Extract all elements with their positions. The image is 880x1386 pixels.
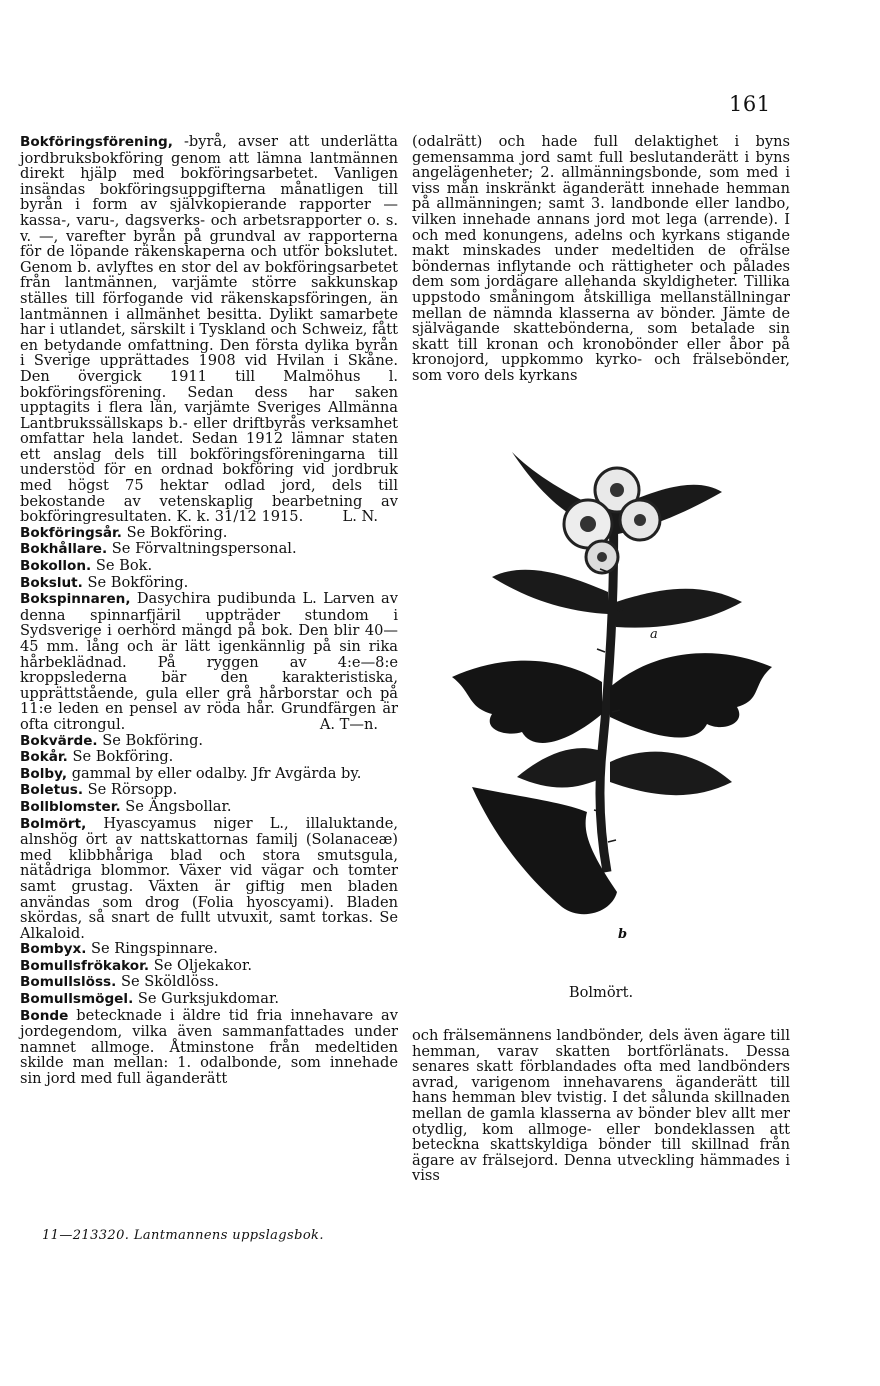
right-column-bottom [412, 1028, 790, 1184]
henbane-plant-drawing [412, 452, 790, 982]
entry [20, 766, 398, 783]
entry-text: gammal by eller odalby. Jfr Avgärda by. [67, 764, 362, 782]
entry-headword: Bokhållare. [20, 541, 108, 558]
entry-text: Se Bokföring. [121, 523, 228, 541]
entry [20, 816, 398, 942]
entry [20, 974, 398, 991]
paragraph: och frälsemännens landbönder, dels även ägare till hemman, varav skatten bortförlänats. Dessa senares skatt förblandades ofta med landbönders avrad, varigenom innehavarens äganderätt till hans hemman blev tvistig. I det sålunda skillnaden mellan de gamla klasserna av bönder blev allt mer otydlig, kom allmoge- eller bondeklassen att beteckna skattskyldiga bönder till skillnad från ägare av frälsejord. Denna utveckling hämmades i viss [412, 1027, 790, 1185]
entry [20, 134, 398, 525]
entry-headword: Bokslut. [20, 574, 83, 591]
figure-caption: Bolmört. [568, 984, 634, 1001]
entry [20, 1008, 398, 1087]
figure-label-b: b [618, 927, 628, 942]
entry-headword: Bolby, [20, 765, 68, 782]
entry [20, 525, 398, 542]
entry-headword: Bokföringsförening, [20, 134, 173, 150]
entry-text: Se Förvaltningspersonal. [107, 540, 297, 558]
entry-text: Se Ringspinnare. [86, 940, 218, 958]
entry-text: betecknade i äldre tid fria innehavare av jordegendom, vilka även sammanfattades under namnet allmoge. Åtminstone från medeltiden skilde man mellan: 1. odalbonde, som innehade sin jord med full äganderätt [20, 1006, 398, 1088]
entry-text: Se Bokföring. [97, 731, 204, 749]
entry-text: Se Ängsbollar. [120, 797, 232, 815]
entry-headword: Bonde [20, 1007, 69, 1024]
entry-headword: Bokföringsår. [20, 524, 122, 541]
entry-text: Se Bokföring. [67, 748, 174, 766]
entry [20, 799, 398, 816]
entry-text: -byrå, avser att underlätta jordbruksbokföring genom att lämna lantmännen direkt hjälp med bokföringsarbetet. Vanligen insändas bokföringsuppgifterna månatligen till byrån i form av självkopierande rapporter — kassa-, varu-, dagsverks- och arbetsrapporter o. s. v. —, varefter byrån på grundval av rapporterna för de löpande räkenskaperna och utför bokslutet. Genom b. avlyftes en stor del av bokföringsarbetet från lantmännen, varjämte större sakkunskap ställes till förfogande vid räkenskapsföringen, än lantmännen i allmänhet besitta. Dylikt samarbete har i utlandet, särskilt i Tyskland och Schweiz, fått en betydande omfattning. Den första dylika byrån i Sverige upprättades 1908 vid Hvilan i Skåne. Den övergick 1911 till Malmöhus l. bokföringsförening. Sedan dess har saken upptagits i flera län, varjämte Sveriges Allmänna Lantbrukssällskaps b.- eller driftbyrås verksamhet omfattar hela landet. Sedan 1912 lämnar staten ett anslag dels till bokföringsföreningarna till understöd för en ordnad bokföring vid jordbruk med högst 75 hektar odlad jord, dels till bekostande av vetenskaplig bearbetning av bokföringresultaten. K. k. 31/12 1915. [20, 133, 398, 526]
entry [20, 558, 398, 575]
entry-text: Se Oljekakor. [149, 956, 252, 974]
bolmort-illustration [412, 452, 790, 1012]
right-column-top [412, 134, 790, 384]
entry-headword: Bomullsmögel. [20, 991, 134, 1008]
entry [20, 749, 398, 766]
entry [20, 941, 398, 958]
page-number: 161 [729, 92, 771, 116]
entry-headword: Bokollon. [20, 558, 92, 575]
figure-label-a: a [650, 627, 658, 642]
entry-text: Se Gurksjukdomar. [133, 990, 279, 1008]
entry-headword: Bomullslöss. [20, 974, 117, 991]
entry [20, 958, 398, 975]
entry-text: Se Rörsopp. [83, 781, 178, 799]
entry-text: Hyascyamus niger L., illaluktande, alnshög ört av nattskattornas familj (Solanaceæ) med klibbhåriga blad och stora smutsgula, nätådriga blommor. Växer vid vägar och tomter samt grustag. Växten är giftig men bladen användas som drog (Folia hyoscyami). Bladen skördas, så snart de fullt utvuxit, samt torkas. Se Alkaloid. [20, 814, 398, 942]
entry-headword: Bokvärde. [20, 732, 98, 749]
left-column [20, 134, 398, 1087]
entry [20, 782, 398, 799]
page-footer: 11—213320. Lantmannens uppslagsbok. [42, 1228, 324, 1243]
entry-headword: Boletus. [20, 782, 84, 799]
entry-text: Dasychira pudibunda L. Larven av denna spinnarfjäril uppträder stundom i Sydsverige i oerhörd mängd på bok. Den blir 40—45 mm. lång och är lätt igenkännlig på sin rika hårbeklädnad. På ryggen av 4:e—8:e kroppslederna bär den karakteristiska, upprättstående, gula eller grå hårborstar och på 11:e leden en pensel av röda hår. Grundfärgen är ofta citrongul. [20, 590, 398, 733]
entry-headword: Bokspinnaren, [20, 591, 131, 608]
entry [20, 991, 398, 1008]
entry [20, 591, 398, 732]
entry-text: Se Sköldlöss. [116, 973, 219, 991]
entry-headword: Bomullsfrökakor. [20, 957, 150, 974]
entry-text: Se Bokföring. [82, 573, 189, 591]
entry-headword: Bolmört, [20, 815, 87, 832]
entry-headword: Bombyx. [20, 941, 87, 958]
entry-signature: L. N. [342, 508, 378, 526]
entry [20, 541, 398, 558]
entry-headword: Bokår. [20, 749, 68, 766]
entry-signature: A. T—n. [319, 715, 378, 733]
entry-text: Se Bok. [91, 557, 153, 575]
entry [20, 733, 398, 750]
entry-headword: Bollblomster. [20, 798, 121, 815]
entry [20, 575, 398, 592]
paragraph: (odalrätt) och hade full delaktighet i byns gemensamma jord samt full beslutanderätt i byns angelägenheter; 2. allmänningsbonde, som med i viss mån inskränkt äganderätt innehade hemman på allmänningen; samt 3. landbonde eller landbo, vilken innehade annans jord mot lega (arrende). I och med konungens, adelns och kyrkans stigande makt minskades under medeltiden de ofrälse böndernas inflytande och rättigheter och pålades dem som jordägare allehanda skyldigheter. Tillika uppstodo småningom åtskilliga mellanställningar mellan de nämnda klasserna av bönder. Jämte de självägande skattebönderna, som betalade sin skatt till kronan och kronobönder eller åbor på kronojord, uppkommo kyrko- och frälsebönder, som voro dels kyrkans [412, 133, 790, 384]
